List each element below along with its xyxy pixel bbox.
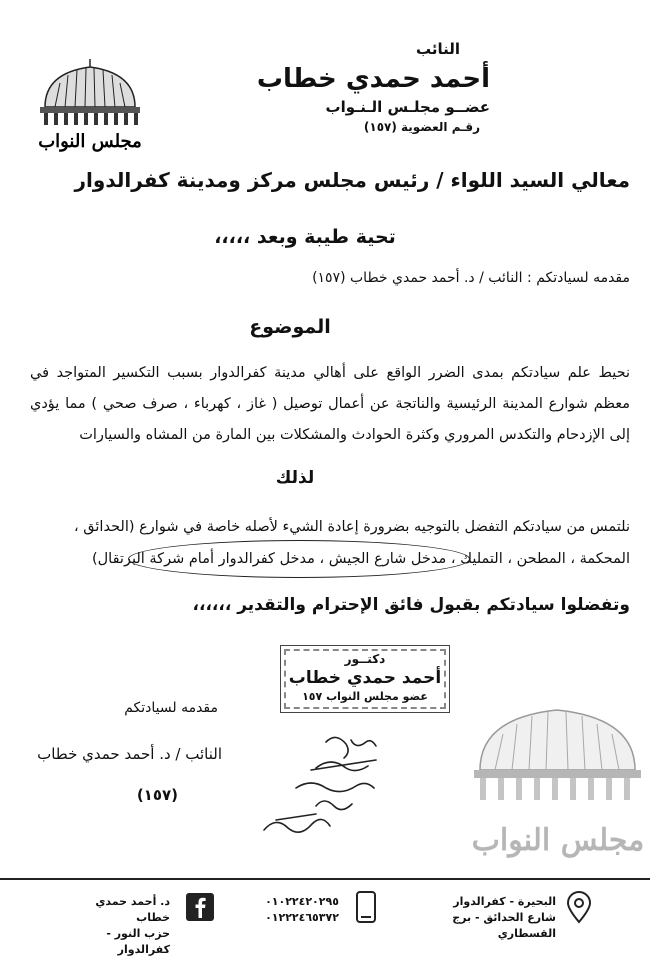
mp-name-heading: أحمد حمدي خطاب: [256, 64, 490, 94]
footer-fb-party: حزب النور - كفرالدوار: [106, 927, 170, 956]
letter-footer: [0, 878, 650, 956]
watermark-text: مجلس النواب: [471, 823, 645, 858]
mp-title: النائب: [415, 40, 460, 58]
footer-address-2: شارع الحدائق - برج القسطاري: [452, 911, 556, 940]
signature-number: (١٥٧): [136, 786, 178, 804]
submitted-by: مقدمه لسيادتكم : النائب / د. أحمد حمدي خطاب (١٥٧): [312, 270, 630, 286]
recipient-line: معالي السيد اللواء / رئيس مجلس مركز ومدينة كفرالدوار: [74, 168, 630, 192]
request-line-1: نلتمس من سيادتكم التفضل بالتوجيه بضرورة إعادة الشيء لأصله خاصة في شوارع (الحدائق ،: [74, 519, 630, 535]
footer-fb-name: د. أحمد حمدي خطاب: [95, 895, 170, 924]
letter-body: نحيط علم سيادتكم بمدى الضرر الواقع على أهالي مدينة كفرالدوار بسبب التكسير المتواجد في معظم شوارع المدينة الرئيسية والناتجة عن أعمال توصيل ( غاز ، كهرباء ، صرف صحي ) مما يؤدي إلى الإزدحام والتكدس المروري وكثرة الحوادث والمشكلات بين المارة من المشاه والسيارات: [30, 365, 630, 443]
signature-submitted: مقدمه لسيادتكم: [124, 700, 218, 716]
footer-phone-2: ٠١٢٢٢٤٦٥٣٧٢: [265, 911, 339, 924]
footer-phones: [257, 894, 347, 926]
footer-address: [406, 894, 556, 942]
footer-phone-1: ٠١٠٢٢٤٢٠٢٩٥: [265, 895, 339, 908]
stamp-name: أحمد حمدي خطاب: [288, 668, 442, 688]
parliament-dome-logo: [30, 55, 150, 155]
phone-icon: [355, 890, 377, 924]
footer-address-1: البحيرة - كفرالدوار: [453, 895, 556, 908]
official-stamp: [280, 645, 450, 713]
facebook-icon[interactable]: [185, 892, 215, 922]
logo-text: مجلس النواب: [38, 131, 142, 152]
membership-number: رقـم العضوية (١٥٧): [363, 120, 480, 134]
parliament-watermark: [470, 700, 645, 870]
request-line-2: المحكمة ، المطحن ، التمليك ، مدخل شارع الجيش ، مدخل كفرالدوار أمام شركة البرتقال): [91, 551, 630, 567]
footer-facebook-text: [60, 894, 170, 958]
handwritten-annotation: [256, 730, 386, 840]
stamp-role: عضو مجلس النواب ١٥٧: [302, 690, 428, 703]
handwritten-circle: [128, 540, 470, 578]
mp-role: عضــو مجلـس الـنـواب: [325, 98, 490, 116]
signature-mp: النائب / د. أحمد حمدي خطاب: [37, 745, 222, 763]
subject-heading: الموضوع: [249, 316, 331, 338]
location-pin-icon: [565, 890, 593, 924]
greeting: تحية طيبة وبعد ،،،،،: [214, 226, 396, 248]
therefore-heading: لذلك: [275, 468, 315, 488]
closing-line: وتفضلوا سيادتكم بقبول فائق الإحترام والتقدير ،،،،،،: [192, 595, 630, 615]
stamp-title: دكتــور: [344, 652, 386, 666]
